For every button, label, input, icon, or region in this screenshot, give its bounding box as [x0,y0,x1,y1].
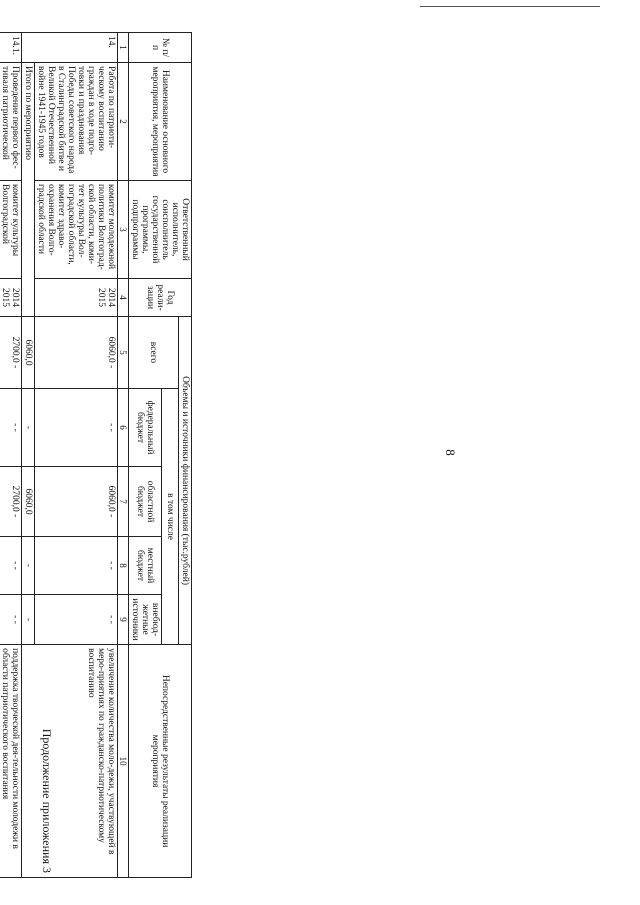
header-executor: Ответственный исполнитель, соисполнитель государственной программы, подпрограммы [129,181,192,279]
column-number-row [118,33,129,878]
header-name: Наименование основного мероприятия, мероприятия [129,63,192,181]
header-regional: областной бюджет [129,467,162,537]
page-number: 8 [443,449,458,456]
subtotal-federal: - [22,389,35,467]
row-executor: комитет культуры Волгоградской [0,181,22,279]
subtotal-extra: - [22,595,35,645]
row-regional: 2700,0 - [0,467,22,537]
row-year: 2014 2015 [35,279,118,317]
row-federal: - - [0,389,22,467]
row-executor: комитет молодежной политики Волгоград-ской области, коми-тет культуры Вол-гоградской области, комитет здраво-охранения Волго-градской области [35,181,118,279]
row-local: - - [35,537,118,595]
row-name: Проведение первого фес-тиваля патриотической [0,63,22,181]
table-row [35,33,118,878]
row-name: Работа по патриоти-ческому воспитанию граждан в ходе подго-товки и празднования Победы советского народа в Сталинградской битве и Великой Отечественной войне 1941-1945 годов [35,63,118,181]
col-num: 4 [118,279,129,317]
col-num: 10 [118,645,129,878]
subtotal-label: Итого по мероприятию [22,63,35,317]
row-local: - - [0,537,22,595]
header-federal: федеральный бюджет [129,389,162,467]
row-total: 6060,0 - [35,317,118,389]
header-total: всего [129,317,179,389]
header-extra: внебюд-жетные источники [129,595,162,645]
row-number: 14.1. [0,33,22,63]
row-federal: - - [35,389,118,467]
header-row-1 [179,33,192,878]
table-row [0,33,22,878]
col-num: 2 [118,63,129,181]
row-regional: 6060,0 - [35,467,118,537]
subtotal-total: 6060,0 [22,317,35,389]
row-result: увеличение количества моло-дежи, участвующей в меро-приятиях по гражданско-патриотическому воспитанию [22,645,118,878]
col-num: 8 [118,537,129,595]
row-result: поддержка творческой дея-тельности молодежи в области патриотического воспитания [0,645,22,878]
col-num: 9 [118,595,129,645]
header-no: № п/п [129,33,192,63]
continuation-label: Продолжение приложения 3 [40,728,54,873]
col-num: 7 [118,467,129,537]
row-extra: - - [0,595,22,645]
program-table [0,32,192,878]
col-num: 6 [118,389,129,467]
header-year: Год реали-зации [129,279,192,317]
col-num: 3 [118,181,129,279]
subtotal-local: - [22,537,35,595]
col-num: 5 [118,317,129,389]
header-local: местный бюджет [129,537,162,595]
subtotal-regional: 6060,0 [22,467,35,537]
col-num: 1 [118,33,129,63]
header-result: Непосредственные результаты реализации мероприятия [129,645,192,878]
row-total: 2700,0 - [0,317,22,389]
row-year: 2014 2015 [0,279,22,317]
header-incl: в том числе [162,389,179,645]
row-number: 14. [22,33,118,63]
row-extra: - - [35,595,118,645]
header-volume: Объемы и источники финансирования (тыс.рублей) [179,317,192,645]
